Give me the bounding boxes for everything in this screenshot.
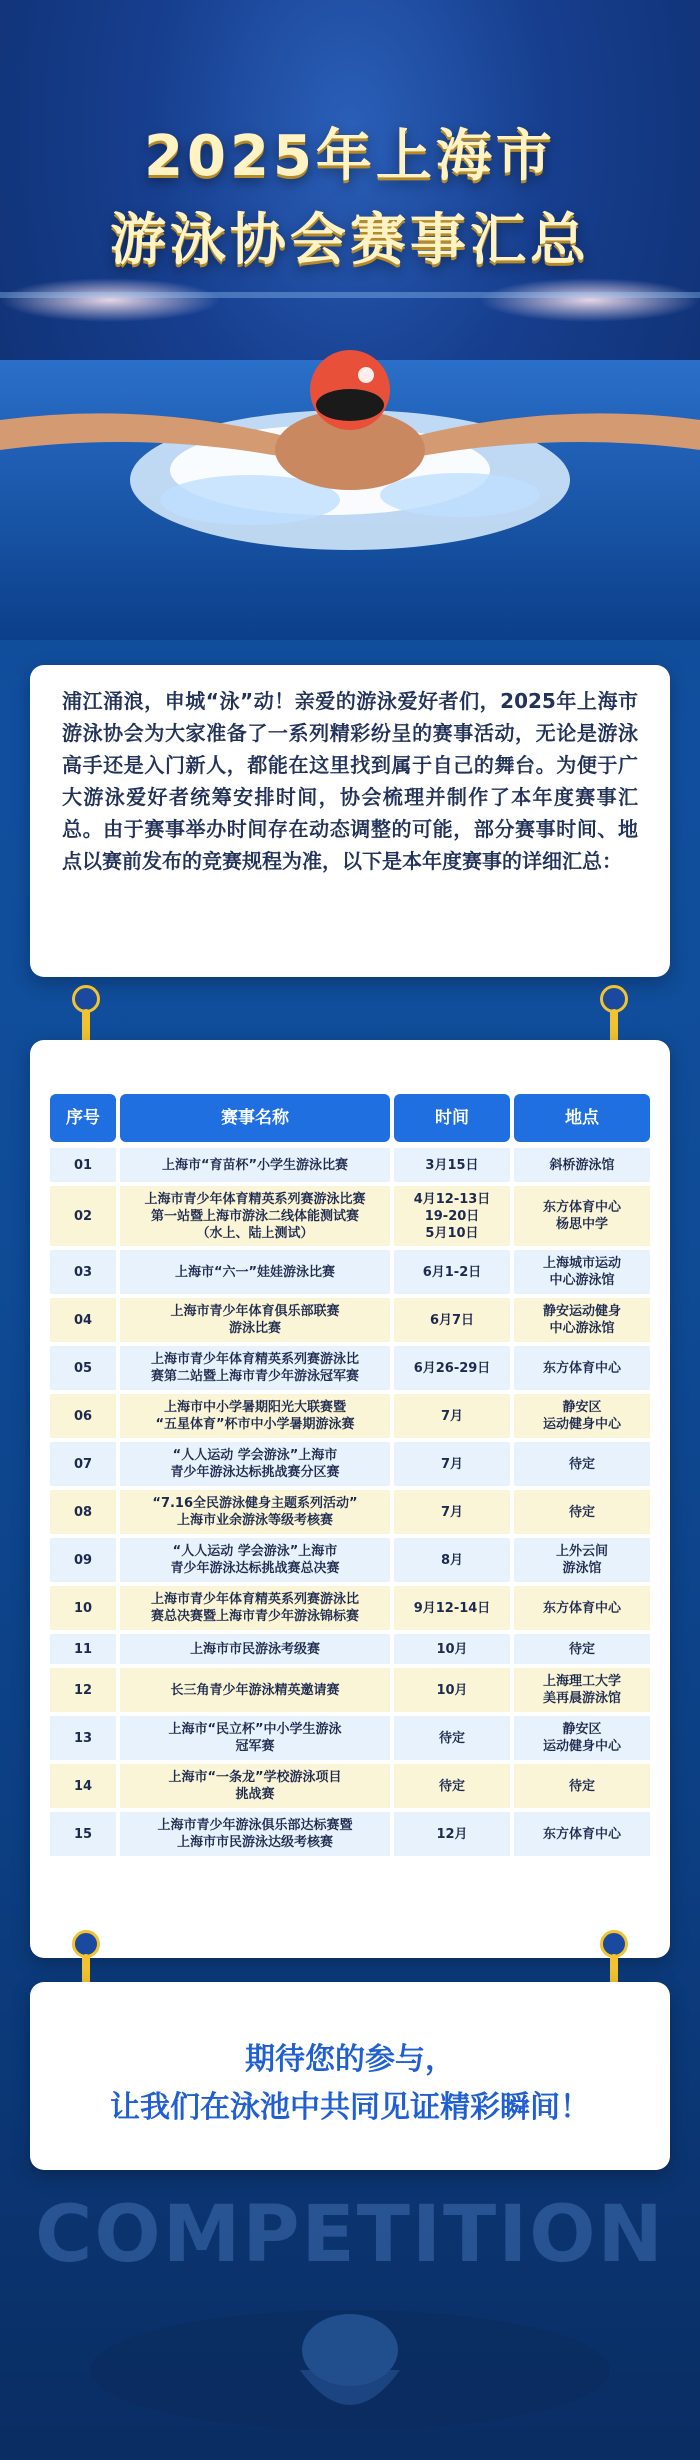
table-header	[50, 1094, 650, 1142]
row-no: 06	[50, 1394, 116, 1438]
row-name: 上海市市民游泳考级赛	[120, 1634, 390, 1664]
table-row	[50, 1186, 650, 1246]
table-row	[50, 1538, 650, 1582]
row-time: 3月15日	[394, 1148, 510, 1182]
row-place: 待定	[514, 1442, 650, 1486]
row-no: 08	[50, 1490, 116, 1534]
row-name: 上海市“民立杯”中小学生游泳 冠军赛	[120, 1716, 390, 1760]
table-row	[50, 1586, 650, 1630]
row-no: 07	[50, 1442, 116, 1486]
page-title-line2: 游泳协会赛事汇总	[110, 208, 590, 273]
row-no: 11	[50, 1634, 116, 1664]
row-place: 东方体育中心	[514, 1812, 650, 1856]
row-time: 9月12-14日	[394, 1586, 510, 1630]
row-no: 15	[50, 1812, 116, 1856]
row-no: 09	[50, 1538, 116, 1582]
row-name: 上海市“育苗杯”小学生游泳比赛	[120, 1148, 390, 1182]
closing-line1: 期待您的参与，	[245, 2042, 455, 2077]
row-no: 13	[50, 1716, 116, 1760]
row-place: 东方体育中心 杨思中学	[514, 1186, 650, 1246]
row-time: 4月12-13日 19-20日 5月10日	[394, 1186, 510, 1246]
header-place: 地点	[514, 1094, 650, 1142]
row-no: 02	[50, 1186, 116, 1246]
row-name: 上海市中小学暑期阳光大联赛暨 “五星体育”杯市中小学暑期游泳赛	[120, 1394, 390, 1438]
table-row	[50, 1298, 650, 1342]
row-time: 12月	[394, 1812, 510, 1856]
row-no: 12	[50, 1668, 116, 1712]
hero-banner	[0, 0, 700, 640]
row-time: 6月7日	[394, 1298, 510, 1342]
table-row	[50, 1442, 650, 1486]
row-name: 上海市青少年体育精英系列赛游泳比赛 第一站暨上海市游泳二线体能测试赛 （水上、陆上测试）	[120, 1186, 390, 1246]
competition-watermark: COMPETITION	[35, 2190, 665, 2280]
intro-text: 浦江涌浪，申城“泳”动！亲爱的游泳爱好者们，2025年上海市游泳协会为大家准备了一系列精彩纷呈的赛事活动，无论是游泳高手还是入门新人，都能在这里找到属于自己的舞台。为便于广大游泳爱好者统筹安排时间，协会梳理并制作了本年度赛事汇总。由于赛事举办时间存在动态调整的可能，部分赛事时间、地点以赛前发布的竞赛规程为准，以下是本年度赛事的详细汇总：	[62, 689, 638, 873]
schedule-table-card	[30, 1040, 670, 1958]
table-row	[50, 1394, 650, 1438]
row-place: 斜桥游泳馆	[514, 1148, 650, 1182]
row-no: 10	[50, 1586, 116, 1630]
row-place: 待定	[514, 1634, 650, 1664]
row-time: 6月1-2日	[394, 1250, 510, 1294]
table-row	[50, 1668, 650, 1712]
swimmer-illustration	[0, 0, 700, 640]
row-time: 7月	[394, 1490, 510, 1534]
row-place: 上海城市运动 中心游泳馆	[514, 1250, 650, 1294]
row-name: 上海市青少年体育精英系列赛游泳比 赛第二站暨上海市青少年游泳冠军赛	[120, 1346, 390, 1390]
row-time: 10月	[394, 1634, 510, 1664]
row-place: 上外云间 游泳馆	[514, 1538, 650, 1582]
row-no: 14	[50, 1764, 116, 1808]
closing-line2: 让我们在泳池中共同见证精彩瞬间！	[110, 2090, 590, 2125]
row-time: 6月26-29日	[394, 1346, 510, 1390]
row-place: 上海理工大学 美再晨游泳馆	[514, 1668, 650, 1712]
row-place: 待定	[514, 1764, 650, 1808]
row-time: 待定	[394, 1716, 510, 1760]
row-place: 静安区 运动健身中心	[514, 1716, 650, 1760]
header-no: 序号	[50, 1094, 116, 1142]
row-name: “7.16全民游泳健身主题系列活动” 上海市业余游泳等级考核赛	[120, 1490, 390, 1534]
row-place: 东方体育中心	[514, 1346, 650, 1390]
row-time: 7月	[394, 1394, 510, 1438]
row-time: 10月	[394, 1668, 510, 1712]
table-row	[50, 1716, 650, 1760]
row-place: 静安区 运动健身中心	[514, 1394, 650, 1438]
row-no: 04	[50, 1298, 116, 1342]
page-title-line1: 2025年上海市	[144, 124, 556, 189]
row-no: 01	[50, 1148, 116, 1182]
row-name: “人人运动 学会游泳”上海市 青少年游泳达标挑战赛总决赛	[120, 1538, 390, 1582]
header-name: 赛事名称	[120, 1094, 390, 1142]
intro-card	[30, 665, 670, 977]
row-name: 上海市青少年体育精英系列赛游泳比 赛总决赛暨上海市青少年游泳锦标赛	[120, 1586, 390, 1630]
table-row	[50, 1812, 650, 1856]
row-name: 上海市“一条龙”学校游泳项目 挑战赛	[120, 1764, 390, 1808]
table-body	[50, 1148, 650, 1860]
row-name: 上海市青少年体育俱乐部联赛 游泳比赛	[120, 1298, 390, 1342]
row-name: 上海市青少年游泳俱乐部达标赛暨 上海市市民游泳达级考核赛	[120, 1812, 390, 1856]
table-row	[50, 1634, 650, 1664]
header-time: 时间	[394, 1094, 510, 1142]
row-name: “人人运动 学会游泳”上海市 青少年游泳达标挑战赛分区赛	[120, 1442, 390, 1486]
row-no: 05	[50, 1346, 116, 1390]
row-time: 待定	[394, 1764, 510, 1808]
table-row	[50, 1250, 650, 1294]
row-place: 待定	[514, 1490, 650, 1534]
row-time: 8月	[394, 1538, 510, 1582]
table-row	[50, 1346, 650, 1390]
table-row	[50, 1764, 650, 1808]
table-row	[50, 1148, 650, 1182]
row-name: 长三角青少年游泳精英邀请赛	[120, 1668, 390, 1712]
row-place: 静安运动健身 中心游泳馆	[514, 1298, 650, 1342]
row-name: 上海市“六一”娃娃游泳比赛	[120, 1250, 390, 1294]
closing-card	[30, 1982, 670, 2170]
table-row	[50, 1490, 650, 1534]
row-time: 7月	[394, 1442, 510, 1486]
row-place: 东方体育中心	[514, 1586, 650, 1630]
row-no: 03	[50, 1250, 116, 1294]
